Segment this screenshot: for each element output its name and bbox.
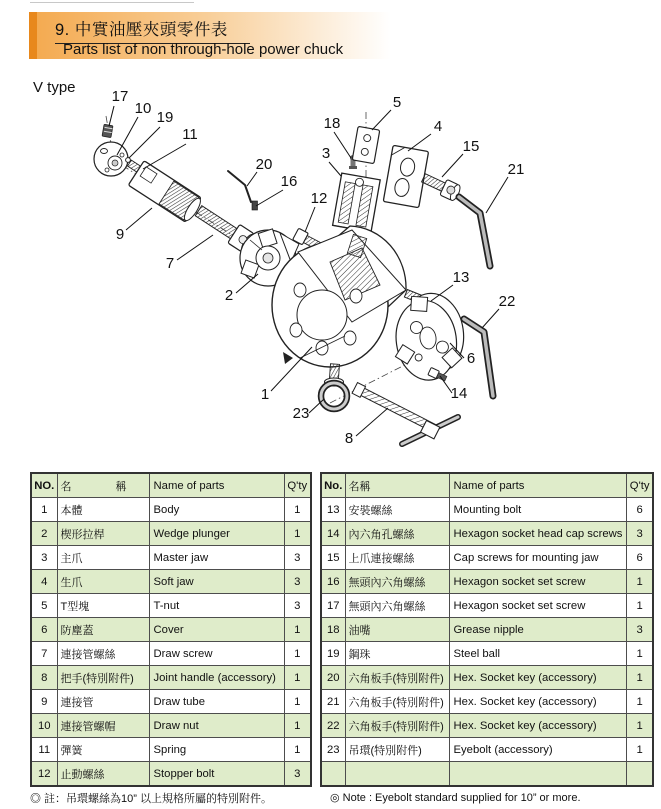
table-row [321, 546, 653, 570]
steel-ball-part [126, 158, 131, 163]
table-cell: Draw screw [149, 642, 284, 666]
table-row [321, 714, 653, 738]
table-cell: 9 [31, 690, 57, 714]
table-cell: 安裝螺絲 [345, 498, 449, 522]
table-cell: 7 [31, 642, 57, 666]
part-number-label: 15 [462, 138, 480, 155]
table-row [31, 666, 311, 690]
table-cell: 1 [627, 666, 653, 690]
part-number-label: 1 [260, 386, 270, 403]
table-cell: 3 [284, 570, 311, 594]
table-cell: Hexagon socket set screw [449, 594, 627, 618]
table-row [31, 690, 311, 714]
table-cell: 11 [31, 738, 57, 762]
part-number-label: 3 [321, 145, 331, 162]
cover-part [387, 289, 469, 384]
table-cell: 2 [31, 522, 57, 546]
table-row [31, 546, 311, 570]
table-cell: 六角板手(特別附件) [345, 690, 449, 714]
table-cell: 3 [284, 594, 311, 618]
leader-line [482, 309, 499, 328]
column-header: 名 稱 [57, 473, 149, 498]
table-cell: 3 [627, 618, 653, 642]
part-number-label: 7 [165, 255, 175, 272]
table-cell: 1 [284, 690, 311, 714]
table-cell: 1 [627, 594, 653, 618]
column-header: Q'ty [627, 473, 653, 498]
table-cell: Draw nut [149, 714, 284, 738]
table-cell: 油嘴 [345, 618, 449, 642]
table-cell: Hex. Socket key (accessory) [449, 714, 627, 738]
parts-table-left [30, 472, 312, 787]
part-number-label: 12 [310, 190, 328, 207]
draw-nut-part [94, 142, 128, 176]
part-number-label: 19 [156, 109, 174, 126]
table-cell: 3 [627, 522, 653, 546]
table-cell: 6 [31, 618, 57, 642]
parts-table-right [320, 472, 654, 787]
table-cell: 楔形拉桿 [57, 522, 149, 546]
part-number-label: 8 [344, 430, 354, 447]
table-row [321, 498, 653, 522]
table-cell: 內六角孔螺絲 [345, 522, 449, 546]
eyebolt-part [321, 364, 347, 409]
hex-key-21-part [459, 197, 490, 266]
part-number-label: 17 [111, 88, 129, 105]
table-cell [321, 762, 345, 787]
table-cell: Draw tube [149, 690, 284, 714]
table-cell: 1 [627, 642, 653, 666]
leader-line [256, 190, 283, 206]
table-cell: 鋼珠 [345, 642, 449, 666]
table-cell: 主爪 [57, 546, 149, 570]
table-cell: 防塵蓋 [57, 618, 149, 642]
leader-line [442, 154, 463, 177]
table-cell: 六角板手(特別附件) [345, 666, 449, 690]
column-header: NO. [31, 473, 57, 498]
table-cell: 3 [284, 546, 311, 570]
table-cell: 無頭內六角螺絲 [345, 594, 449, 618]
table-row [31, 762, 311, 787]
leader-line [486, 177, 508, 213]
leader-line [117, 117, 138, 155]
table-cell: 22 [321, 714, 345, 738]
table-cell: Spring [149, 738, 284, 762]
table-row [321, 618, 653, 642]
leader-line [129, 127, 160, 158]
table-cell: Grease nipple [449, 618, 627, 642]
table-cell: 3 [284, 762, 311, 787]
table-cell: 15 [321, 546, 345, 570]
column-header: Q'ty [284, 473, 311, 498]
part-number-label: 6 [466, 350, 476, 367]
table-cell [627, 762, 653, 787]
table-cell: 1 [284, 738, 311, 762]
part-number-label: 10 [134, 100, 152, 117]
table-row [321, 690, 653, 714]
table-cell: 1 [284, 522, 311, 546]
part-number-label: 23 [292, 405, 310, 422]
table-cell: 1 [627, 738, 653, 762]
type-label: V type [33, 79, 76, 96]
table-cell: Hex. Socket key (accessory) [449, 666, 627, 690]
header-row [31, 473, 311, 498]
table-cell: 1 [284, 714, 311, 738]
part-number-label: 18 [323, 115, 341, 132]
table-cell: 12 [31, 762, 57, 787]
column-header: No. [321, 473, 345, 498]
table-cell: 14 [321, 522, 345, 546]
table-cell: 19 [321, 642, 345, 666]
table-row [321, 522, 653, 546]
part-number-label: 4 [433, 118, 443, 135]
table-row [321, 594, 653, 618]
table-row [31, 738, 311, 762]
leader-line [305, 207, 315, 232]
table-cell [345, 762, 449, 787]
table-cell: 連接管螺帽 [57, 714, 149, 738]
table-cell: 本體 [57, 498, 149, 522]
part-number-label: 16 [280, 173, 298, 190]
table-row [31, 618, 311, 642]
table-cell: Hex. Socket key (accessory) [449, 690, 627, 714]
t-nut-part [352, 126, 380, 163]
table-row [321, 570, 653, 594]
section-title-en: Parts list of non through-hole power chuck [63, 41, 344, 58]
leader-line [247, 172, 257, 186]
footnote-zh: ◎ 註：吊環螺絲為10” 以上規格所屬的特別附件。 [30, 793, 273, 805]
part-number-label: 9 [115, 226, 125, 243]
parts-tables [30, 472, 654, 787]
table-cell: 8 [31, 666, 57, 690]
table-cell: 無頭內六角螺絲 [345, 570, 449, 594]
table-cell: Mounting bolt [449, 498, 627, 522]
part-number-label: 13 [452, 269, 470, 286]
leader-line [334, 132, 351, 158]
table-cell: Hexagon socket set screw [449, 570, 627, 594]
table-cell: 把手(特別附件) [57, 666, 149, 690]
part-number-label: 22 [498, 293, 516, 310]
table-cell: 13 [321, 498, 345, 522]
draw-tube-part [128, 161, 204, 224]
table-cell: Steel ball [449, 642, 627, 666]
table-cell: 20 [321, 666, 345, 690]
leader-line [372, 110, 391, 130]
column-header: 名稱 [345, 473, 449, 498]
table-cell: Cover [149, 618, 284, 642]
table-cell: 上爪連接螺絲 [345, 546, 449, 570]
table-cell: T-nut [149, 594, 284, 618]
table-cell: Hexagon socket head cap screws [449, 522, 627, 546]
leader-line [356, 408, 388, 436]
table-cell: 6 [627, 546, 653, 570]
table-cell: 吊環(特別附件) [345, 738, 449, 762]
master-jaw-part [333, 173, 381, 232]
table-cell: Eyebolt (accessory) [449, 738, 627, 762]
table-cell: 18 [321, 618, 345, 642]
table-cell: 1 [284, 618, 311, 642]
table-cell: Cap screws for mounting jaw [449, 546, 627, 570]
table-cell: Stopper bolt [149, 762, 284, 787]
table-row [31, 594, 311, 618]
table-row [31, 522, 311, 546]
table-cell: 21 [321, 690, 345, 714]
section-title-zh: 9. 中實油壓夾頭零件表 [55, 16, 250, 44]
table-cell: 1 [284, 642, 311, 666]
part-number-label: 21 [507, 161, 525, 178]
part-number-label: 2 [224, 287, 234, 304]
table-cell: 5 [31, 594, 57, 618]
table-cell: Master jaw [149, 546, 284, 570]
part-number-label: 11 [182, 126, 198, 143]
table-cell: 3 [31, 546, 57, 570]
table-cell: 彈簧 [57, 738, 149, 762]
table-row [31, 570, 311, 594]
leader-line [109, 106, 114, 126]
part-number-label: 5 [392, 94, 402, 111]
column-header: Name of parts [449, 473, 627, 498]
wire-tool-part [228, 171, 251, 202]
table-cell: 16 [321, 570, 345, 594]
table-cell: Joint handle (accessory) [149, 666, 284, 690]
set-screw-17-part [102, 124, 113, 137]
table-cell: Body [149, 498, 284, 522]
part-number-label: 14 [450, 385, 468, 402]
table-cell: T型塊 [57, 594, 149, 618]
table-cell: 1 [627, 690, 653, 714]
table-cell: 連接管 [57, 690, 149, 714]
table-row [31, 714, 311, 738]
leader-line [143, 144, 186, 169]
table-cell: 10 [31, 714, 57, 738]
table-row [321, 642, 653, 666]
table-row [31, 498, 311, 522]
table-cell: 6 [627, 498, 653, 522]
table-cell: 1 [284, 666, 311, 690]
footnote-en: ◎ Note : Eyebolt standard supplied for 10” or more. [330, 792, 581, 804]
leader-line [408, 134, 431, 151]
header-row [321, 473, 653, 498]
leader-line [271, 347, 312, 391]
leader-line [177, 235, 213, 260]
table-cell: Soft jaw [149, 570, 284, 594]
table-cell: 17 [321, 594, 345, 618]
table-cell: 4 [31, 570, 57, 594]
table-cell: 1 [627, 570, 653, 594]
leader-line [126, 208, 152, 230]
table-cell: 生爪 [57, 570, 149, 594]
table-row [321, 666, 653, 690]
table-cell: 止動螺絲 [57, 762, 149, 787]
table-cell: 1 [284, 498, 311, 522]
column-header: Name of parts [149, 473, 284, 498]
table-row [31, 642, 311, 666]
table-cell: 六角板手(特別附件) [345, 714, 449, 738]
joint-handle-part [352, 383, 458, 444]
table-row [321, 762, 653, 787]
table-cell: 1 [31, 498, 57, 522]
table-cell: 連接管螺絲 [57, 642, 149, 666]
table-cell: 23 [321, 738, 345, 762]
soft-jaw-part [383, 145, 428, 207]
table-cell: Wedge plunger [149, 522, 284, 546]
table-cell: 1 [627, 714, 653, 738]
leader-line [329, 162, 341, 176]
table-cell [449, 762, 627, 787]
table-row [321, 738, 653, 762]
part-number-label: 20 [255, 156, 273, 173]
